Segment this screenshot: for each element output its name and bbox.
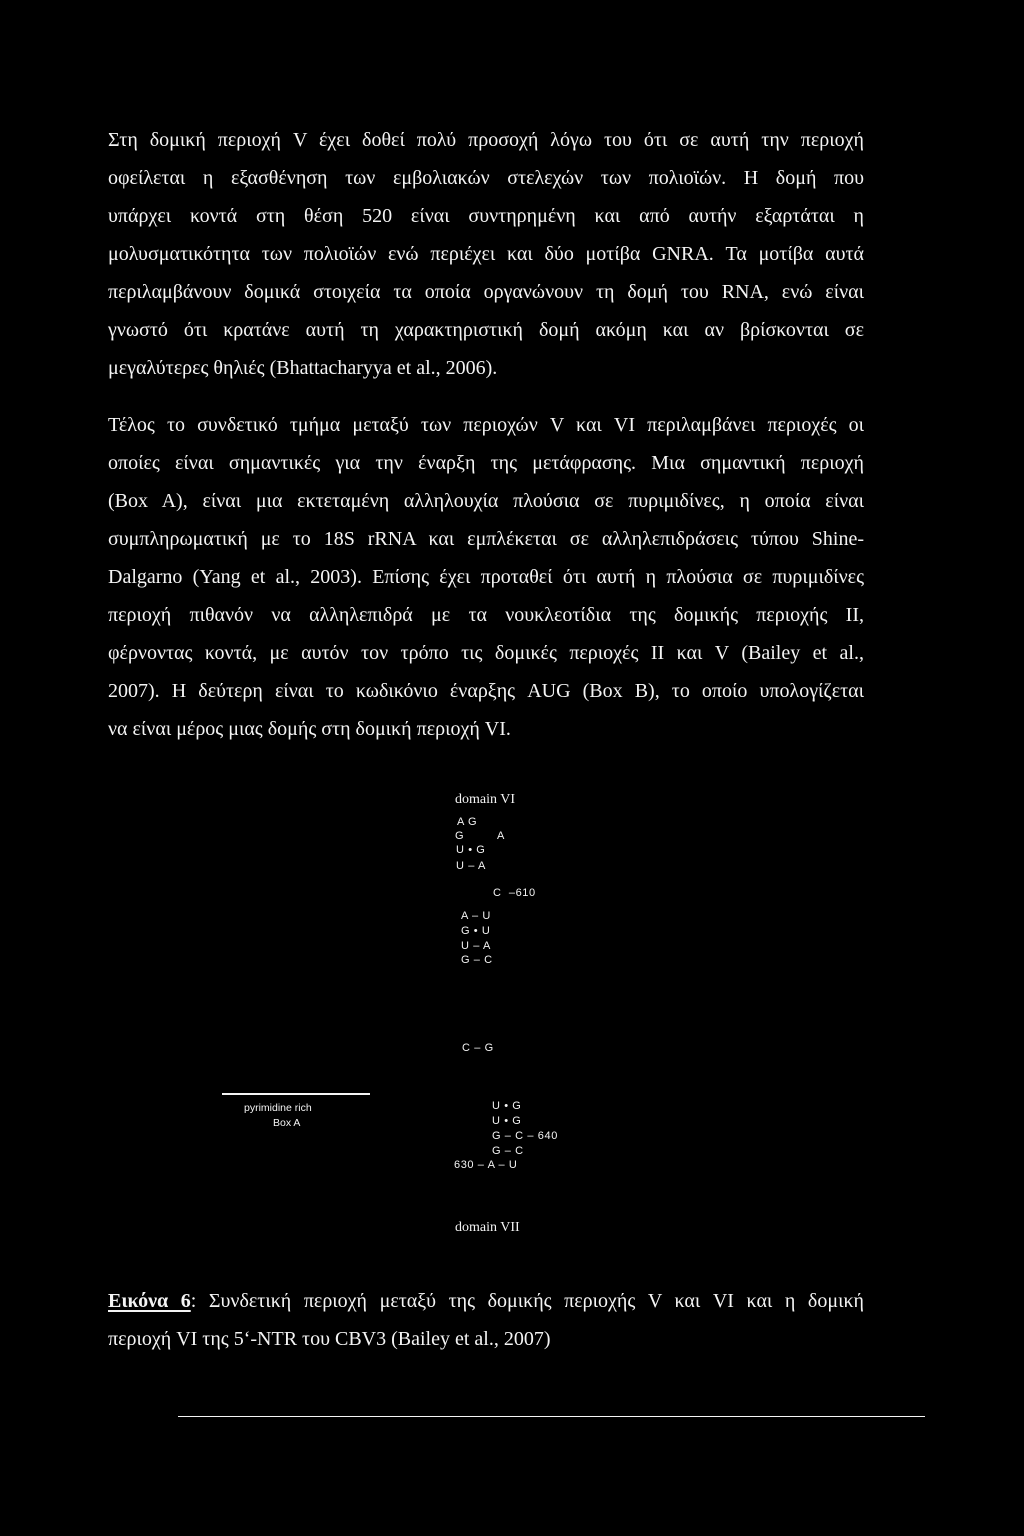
base-pair: G – C	[461, 954, 493, 966]
loop-top-nucleotides: A G	[457, 816, 478, 828]
paragraph-line: φέρνοντας κοντά, με αυτόν τον τρόπο τις δομικές περιοχές II και V (Bailey et al.,	[108, 642, 864, 664]
paragraph-line: οφείλεται η εξασθένηση των εμβολιακών στελεχών των πολιοϊών. Η δομή που	[108, 167, 864, 189]
paragraph-line: Στη δομική περιοχή V έχει δοθεί πολύ προσοχή λόγω του ότι σε αυτή την περιοχή	[108, 129, 864, 151]
base-pair: U • G	[492, 1100, 522, 1112]
caption-line	[108, 1282, 864, 1320]
base-pair: G – C	[492, 1145, 524, 1157]
caption-line: περιοχή VI της 5‘-NTR του CBV3 (Bailey et al., 2007)	[108, 1328, 551, 1350]
base-pair: U • G	[456, 844, 486, 856]
paragraph-line: συμπληρωματική με το 18S rRNA και εμπλέκεται σε αλληλεπιδράσεις τύπου Shine-	[108, 528, 864, 550]
paragraph-line: υπάρχει κοντά στη θέση 520 είναι συντηρημένη και από αυτήν εξαρτάται η	[108, 205, 864, 227]
base-pair: U • G	[492, 1115, 522, 1127]
paragraph-domain-v	[108, 121, 864, 387]
loop-left-nucleotide: G	[455, 830, 465, 842]
paragraph-line: (Box A), είναι μια εκτεταμένη αλληλουχία πλούσια σε πυριμιδίνες, η οποία είναι	[108, 490, 864, 512]
box-a-label: Box A	[273, 1117, 301, 1129]
paragraph-line: 2007). Η δεύτερη είναι το κωδικόνιο έναρξης AUG (Box B), το οποίο υπολογίζεται	[108, 680, 864, 702]
paragraph-line: οποίες είναι σημαντικές για την έναρξη της μετάφρασης. Μια σημαντική περιοχή	[108, 452, 864, 474]
paragraph-line: μολυσματικότητα των πολιοϊών ενώ περιέχει και δύο μοτίβα GNRA. Τα μοτίβα αυτά	[108, 243, 864, 265]
paragraph-line: μεγαλύτερες θηλιές (Bhattacharyya et al., 2006).	[108, 357, 498, 379]
paragraph-line: γνωστό ότι κρατάνε αυτή τη χαρακτηριστική δομή ακόμη και αν βρίσκονται σε	[108, 319, 864, 341]
caption-label: Εικόνα 6	[108, 1290, 191, 1312]
base-pair: U – A	[456, 860, 486, 872]
base-pair-630: 630 – A – U	[454, 1159, 518, 1171]
bulge-nucleotide-610: C –610	[493, 887, 536, 899]
paragraph-linker-region	[108, 406, 864, 748]
caption-text: : Συνδετική περιοχή μεταξύ της δομικής περιοχής V και VI και η δομική	[190, 1290, 864, 1312]
box-a-line	[222, 1093, 370, 1095]
base-pair-640: G – C – 640	[492, 1130, 558, 1142]
paragraph-line: Τέλος το συνδετικό τμήμα μεταξύ των περιοχών V και VI περιλαμβάνει περιοχές οι	[108, 414, 864, 436]
base-pair: G • U	[461, 925, 491, 937]
paragraph-line: περιλαμβάνουν δομικά στοιχεία τα οποία οργανώνουν τη δομή του RNA, ενώ είναι	[108, 281, 864, 303]
box-a-label: pyrimidine rich	[244, 1102, 312, 1114]
base-pair: C – G	[462, 1042, 494, 1054]
paragraph-line: να είναι μέρος μιας δομής στη δομική περιοχή VI.	[108, 718, 511, 740]
domain-vii-label: domain VII	[455, 1220, 520, 1235]
loop-right-nucleotide: A	[497, 830, 505, 842]
paragraph-line: Dalgarno (Yang et al., 2003). Επίσης έχει προταθεί ότι αυτή η πλούσια σε πυριμιδίνες	[108, 566, 864, 588]
figure-caption	[108, 1282, 864, 1358]
base-pair: A – U	[461, 910, 491, 922]
domain-vi-label: domain VI	[455, 792, 516, 807]
paragraph-line: περιοχή πιθανόν να αλληλεπιδρά με τα νουκλεοτίδια της δομικής περιοχής II,	[108, 604, 864, 626]
footer-rule	[178, 1416, 925, 1417]
base-pair: U – A	[461, 940, 491, 952]
